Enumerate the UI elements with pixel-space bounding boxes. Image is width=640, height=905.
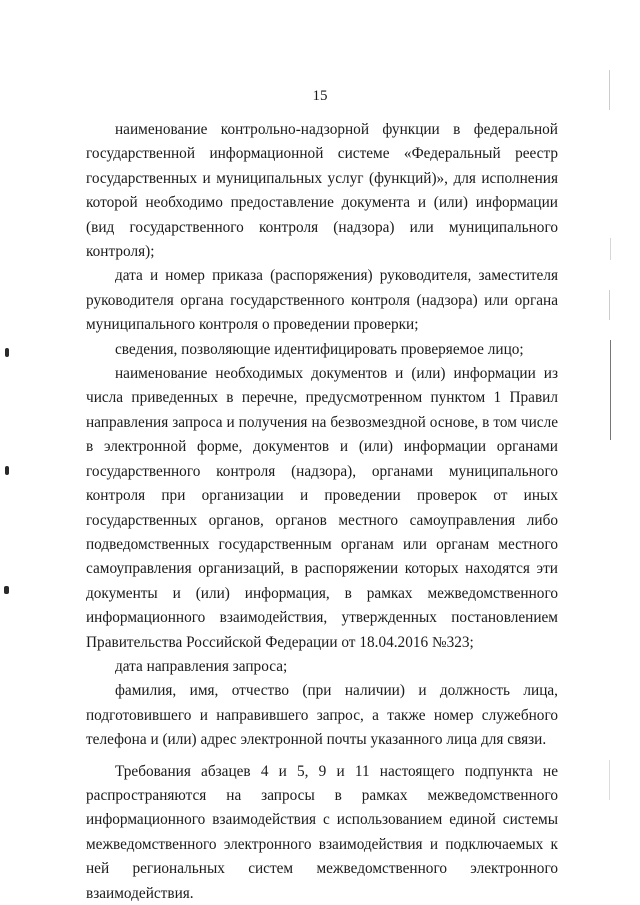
scan-edge-line-3 (609, 290, 610, 320)
scan-edge-line-4 (610, 340, 611, 440)
scan-edge-line-1 (609, 70, 610, 110)
scan-mark-bottom (4, 586, 9, 594)
paragraph-person-info: сведения, позволяющие идентифицировать проверяемое лицо; (115, 340, 524, 358)
paragraph-order-date: дата и номер приказа (распоряжения) руководителя, заместителя руководителя органа государственного контроля (надзора) или органа муниципального контроля о проведении проверки; (86, 267, 558, 334)
paragraph-preparer-info: фамилия, имя, отчество (при наличии) и должность лица, подготовившего и направившего запрос, а также номер служебного телефона и (или) адрес электронной почты указанного лица для связи. (86, 682, 558, 749)
scan-edge-line-5 (609, 760, 610, 800)
paragraph-function-name: наименование контрольно-надзорной функции в федеральной государственной информационной системе «Федеральный реестр государственных и муниципальных услуг (функций)», для исполнения которой необходимо предоставление документа и (или) информации (вид государственного контроля (надзора) или муниципального контроля); (86, 121, 558, 261)
page-number: 15 (312, 88, 328, 104)
paragraph-requirements: Требования абзацев 4 и 5, 9 и 11 настоящего подпункта не распространяются на запросы в рамках межведомственного информационного взаимодействия с использованием единой системы межведомственного электронного взаимодействия и подключаемых к ней региональных систем межведомственного электронного взаимодействия. (86, 762, 558, 902)
paragraph-request-date: дата направления запроса; (115, 657, 288, 675)
document-body (86, 118, 558, 905)
scan-mark-top (5, 348, 9, 357)
scan-edge-line-2 (610, 238, 611, 260)
scan-mark-middle (5, 466, 9, 475)
paragraph-documents-list: наименование необходимых документов и (или) информации из числа приведенных в перечне, предусмотренном пунктом 1 Правил направления запроса и получения на безвозмездной основе, в том числе в электронной форме, документов и (или) информации органами государственного контроля (надзора), органами муниципального контроля при организации и проведении проверок от иных государственных органов, органов местного самоуправления либо подведомственных государственным органам или органам местного самоуправления организаций, в распоряжении которых находятся эти документы и (или) информация, в рамках межведомственного информационного взаимодействия, утвержденных постановлением Правительства Российской Федерации от 18.04.2016 №323; (86, 365, 558, 651)
